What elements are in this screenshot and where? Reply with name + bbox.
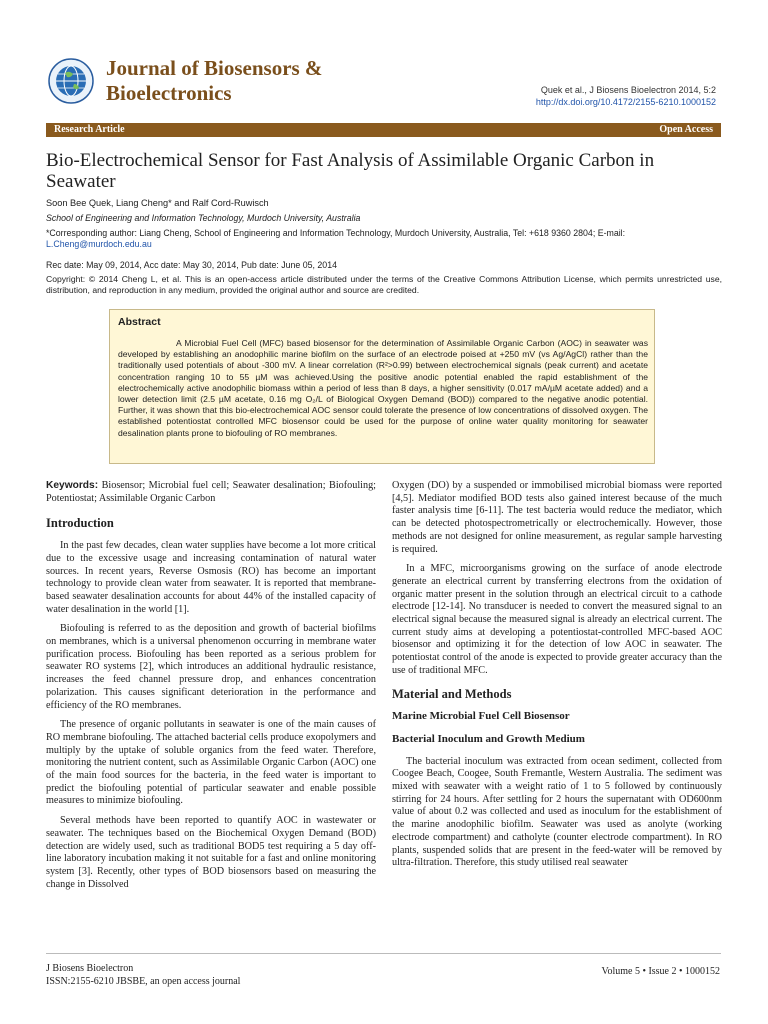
subheading-biosensor: Marine Microbial Fuel Cell Biosensor	[392, 710, 570, 723]
left-column	[46, 480, 376, 898]
doi-link[interactable]: http://dx.doi.org/10.4172/2155-6210.1000152	[535, 97, 716, 107]
right-paragraph-2: In a MFC, microorganisms growing on the surface of anode electrode generate an electrical current by transferring electrons from the oxidation of organic matter present in the solution through an electrical circuit to a cathode electrode [12-14]. No transducer is needed to convert the measured signal to an electrical signal because the measured signal is already an electrical current. The current study aims at developing a potentiostat-controlled MFC-based AOC biosensor and optimizing it for the detection of low AOC in seawater. The potentiostat control of the anode is expected to provide greater accuracy than the use of traditional MFC.	[392, 563, 722, 676]
affiliation: School of Engineering and Information Technology, Murdoch University, Australia	[46, 213, 361, 223]
footer-volume: Volume 5 • Issue 2 • 1000152	[601, 966, 720, 977]
right-paragraph-1: Oxygen (DO) by a suspended or immobilised microbial biomass were reported [4,5]. Mediator modified BOD tests also gained interest because of the much faster analysis time [6-11]. The test bacteria would reduce the mediator, which can be detected photospectrometrically or electrochemically. However, those methods are not designed for online measurement, as regular sample harvesting is required.	[392, 480, 722, 555]
email-link[interactable]: L.Cheng@murdoch.edu.au	[46, 239, 152, 249]
methods-heading: Material and Methods	[392, 686, 512, 701]
paper-title: Bio-Electrochemical Sensor for Fast Analysis of Assimilable Organic Carbon in Seawater	[46, 150, 655, 192]
footer-divider	[46, 953, 721, 954]
keywords: Keywords: Biosensor; Microbial fuel cell; Seawater desalination; Biofouling; Potentiostat; Assimilable Organic Carbon	[46, 480, 377, 504]
intro-paragraph-2: Biofouling is referred to as the deposition and growth of bacterial biofilms on membranes, which is a universal phenomenon occurring in membrane water purification process. Biofouling has been reported as a serious problem for seawater RO systems [2], which introduces an additional hydraulic resistance, increases the feed channel pressure drop, and enhances concentration polarization. This causes significant deterioration in the performance and efficiency of the RO membranes.	[46, 623, 376, 711]
article-type: Research Article	[54, 124, 125, 135]
open-access-label: Open Access	[659, 124, 713, 135]
abstract-text: A Microbial Fuel Cell (MFC) based biosensor for the determination of Assimilable Organic Carbon (AOC) in seawater was developed by establishing an anodophilic marine biofilm on the surface of an electrode poised at +250 mV (vs Ag/AgCl) rather than the traditionally used potentials of about -300 mV. A linear correlation (R²>0.99) between electrochemical signals (peak current) and acetate concentration ranging 10 to 55 µM was achieved.Using the positive anodic potential enabled the rapid establishment of the electrochemically active anodophilic biomass within a period of less than 8 days, a higher sensitivity (0.017 mA/µM acetate added) and a lower detection limit (2.5 µM acetate, 0.16 mg O₂/L of Biological Oxygen Demand (BOD)) compared to the negative anodic potential. Further, it was shown that this bio-electrochemical AOC sensor could tolerate the presence of low concentrations of dissolved oxygen. The established potentiostat controlled MFC biosensor could be used for the purpose of online water quality monitoring for seawater desalination plants prone to biofouling of RO membranes.	[118, 338, 648, 438]
copyright: Copyright: © 2014 Cheng L, et al. This is an open-access article distributed under the terms of the Creative Commons Attribution License, which permits unrestricted use, distribution, and reproduction in any medium, provided the original author and source are credited.	[46, 274, 722, 295]
footer-journal: J Biosens Bioelectron ISSN:2155-6210 JBSBE, an open access journal	[46, 963, 241, 987]
citation: Quek et al., J Biosens Bioelectron 2014, 5:2	[540, 85, 716, 95]
right-column	[392, 480, 722, 877]
article-type-bar	[46, 123, 721, 137]
dates: Rec date: May 09, 2014, Acc date: May 30, 2014, Pub date: June 05, 2014	[46, 260, 337, 270]
corresponding-author: *Corresponding author: Liang Cheng, School of Engineering and Information Technology, Murdoch University, Australia, Tel: +618 9360 2804; E-mail: L.Cheng@murdoch.edu.au	[46, 228, 626, 249]
intro-paragraph-4: Several methods have been reported to quantify AOC in wastewater or seawater. The techniques based on the Biochemical Oxygen Demand (BOD) detection are widely used, such as traditional BOD5 test requiring a 5 day off-line laboratory incubation making it not suitable for a fast and online monitoring system [3]. Recently, other types of BOD biosensors based on measuring the change in Dissolved	[46, 815, 376, 890]
abstract-heading: Abstract	[118, 316, 161, 328]
authors: Soon Bee Quek, Liang Cheng* and Ralf Cord-Ruwisch	[46, 198, 269, 208]
intro-paragraph-3: The presence of organic pollutants in seawater is one of the main causes of RO membrane biofouling. The attached bacterial cells produce exopolymers and multiply by the uptake of soluble organics from the feed water. Therefore, monitoring the nutrient content, such as Assimilable Organic Carbon (AOC) one of the main food sources for the bacteria, in the feed water is important to predict the biofouling potential of particular seawater and enable possible measures to minimize biofouling.	[46, 719, 376, 807]
citation-block	[536, 84, 716, 108]
journal-title: Journal of Biosensors & Bioelectronics	[106, 56, 323, 105]
publisher-globe-logo-icon	[48, 58, 94, 104]
subheading-inoculum: Bacterial Inoculum and Growth Medium	[392, 732, 585, 745]
intro-paragraph-1: In the past few decades, clean water supplies have become a lot more critical due to the excessive usage and increasing contamination of natural water sources. In recent years, Reverse Osmosis (RO) has become an important technology to provide clean water from seawater. It is reported that membrane-based seawater desalination accounts for about 44% of the installed capacity of water desalination in the world [1].	[46, 540, 376, 615]
intro-heading: Introduction	[46, 516, 114, 531]
methods-paragraph-1: The bacterial inoculum was extracted from ocean sediment, collected from Coogee Beach, Coogee, South Fremantle, Western Australia. The sediment was mixed with seawater with a weight ratio of 1 to 5 followed by continuously stirring for 24 hours. After settling for 2 hours the supernatant with OD600nm value of about 0.2 was collected and used as inoculum for the establishment of the marine anodophilic biofilm. Seawater was used as anolyte (working electrode compartment) and catholyte (counter electrode compartment). In RO plants, suspended solids that are present in the feed-water will be removed by ultra-filtration. Therefore, this study utilised real seawater	[392, 755, 722, 869]
